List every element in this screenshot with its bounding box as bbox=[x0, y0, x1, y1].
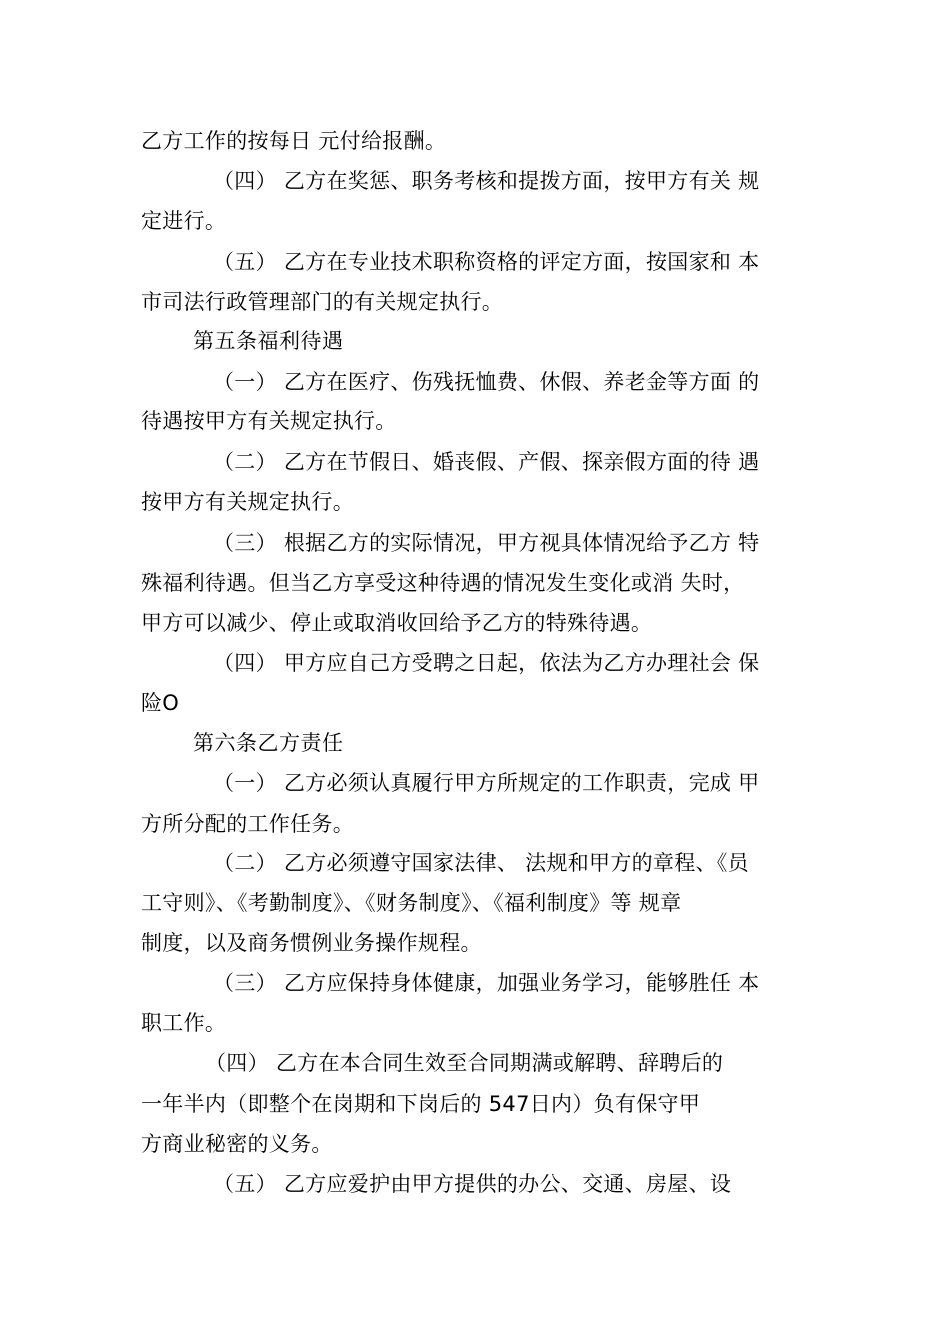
text-line-7: （一） 乙方在医疗、伤残抚恤费、休假、养老金等方面 的 bbox=[213, 370, 760, 394]
text-line-20: 工守则》、《考勤制度》、《财务制度》、《福利制度》等 规章 bbox=[141, 891, 682, 915]
text-line-26: 方商业秘密的义务。 bbox=[141, 1132, 333, 1156]
text-line-25: 一年半内（即整个在岗期和下岗后的 547日内）负有保守甲 bbox=[141, 1092, 701, 1116]
text-line-21: 制度，以及商务惯例业务操作规程。 bbox=[141, 931, 482, 955]
text-line-8: 待遇按甲方有关规定执行。 bbox=[141, 409, 397, 433]
text-line-22: （三） 乙方应保持身体健康，加强业务学习，能够胜任 本 bbox=[213, 971, 760, 995]
text-line-5: 市司法行政管理部门的有关规定执行。 bbox=[141, 290, 504, 314]
text-line-12: 殊福利待遇。但当乙方享受这种待遇的情况发生变化或消 失时， bbox=[141, 571, 745, 595]
section-heading-article-5: 第五条福利待遇 bbox=[193, 329, 344, 353]
text-line-19: （二） 乙方必须遵守国家法律、 法规和甲方的章程、《员 bbox=[213, 851, 749, 875]
text-line-1: 乙方工作的按每日 元付给报酬。 bbox=[141, 129, 447, 153]
text-line-13: 甲方可以减少、停止或取消收回给予乙方的特殊待遇。 bbox=[141, 611, 653, 635]
text-line-17: （一） 乙方必须认真履行甲方所规定的工作职责，完成 甲 bbox=[213, 771, 760, 795]
text-line-9: （二） 乙方在节假日、婚丧假、产假、探亲假方面的待 遇 bbox=[213, 450, 760, 474]
text-line-4: （五） 乙方在专业技术职称资格的评定方面，按国家和 本 bbox=[213, 250, 760, 274]
text-line-14: （四） 甲方应自己方受聘之日起，依法为乙方办理社会 保 bbox=[213, 651, 760, 675]
text-line-27: （五） 乙方应爱护由甲方提供的办公、交通、房屋、设 bbox=[213, 1172, 732, 1196]
text-line-3: 定进行。 bbox=[141, 209, 227, 233]
text-line-11: （三） 根据乙方的实际情况，甲方视具体情况给予乙方 特 bbox=[213, 531, 760, 555]
text-line-2: （四） 乙方在奖惩、职务考核和提拨方面，按甲方有关 规 bbox=[213, 169, 760, 193]
text-line-15: 险O bbox=[141, 691, 180, 715]
text-line-23: 职工作。 bbox=[141, 1011, 227, 1035]
text-line-10: 按甲方有关规定执行。 bbox=[141, 490, 354, 514]
section-heading-article-6: 第六条乙方责任 bbox=[193, 731, 344, 755]
text-line-24: （四） 乙方在本合同生效至合同期满或解聘、辞聘后的 bbox=[205, 1051, 724, 1075]
text-line-18: 方所分配的工作任务。 bbox=[141, 812, 354, 836]
